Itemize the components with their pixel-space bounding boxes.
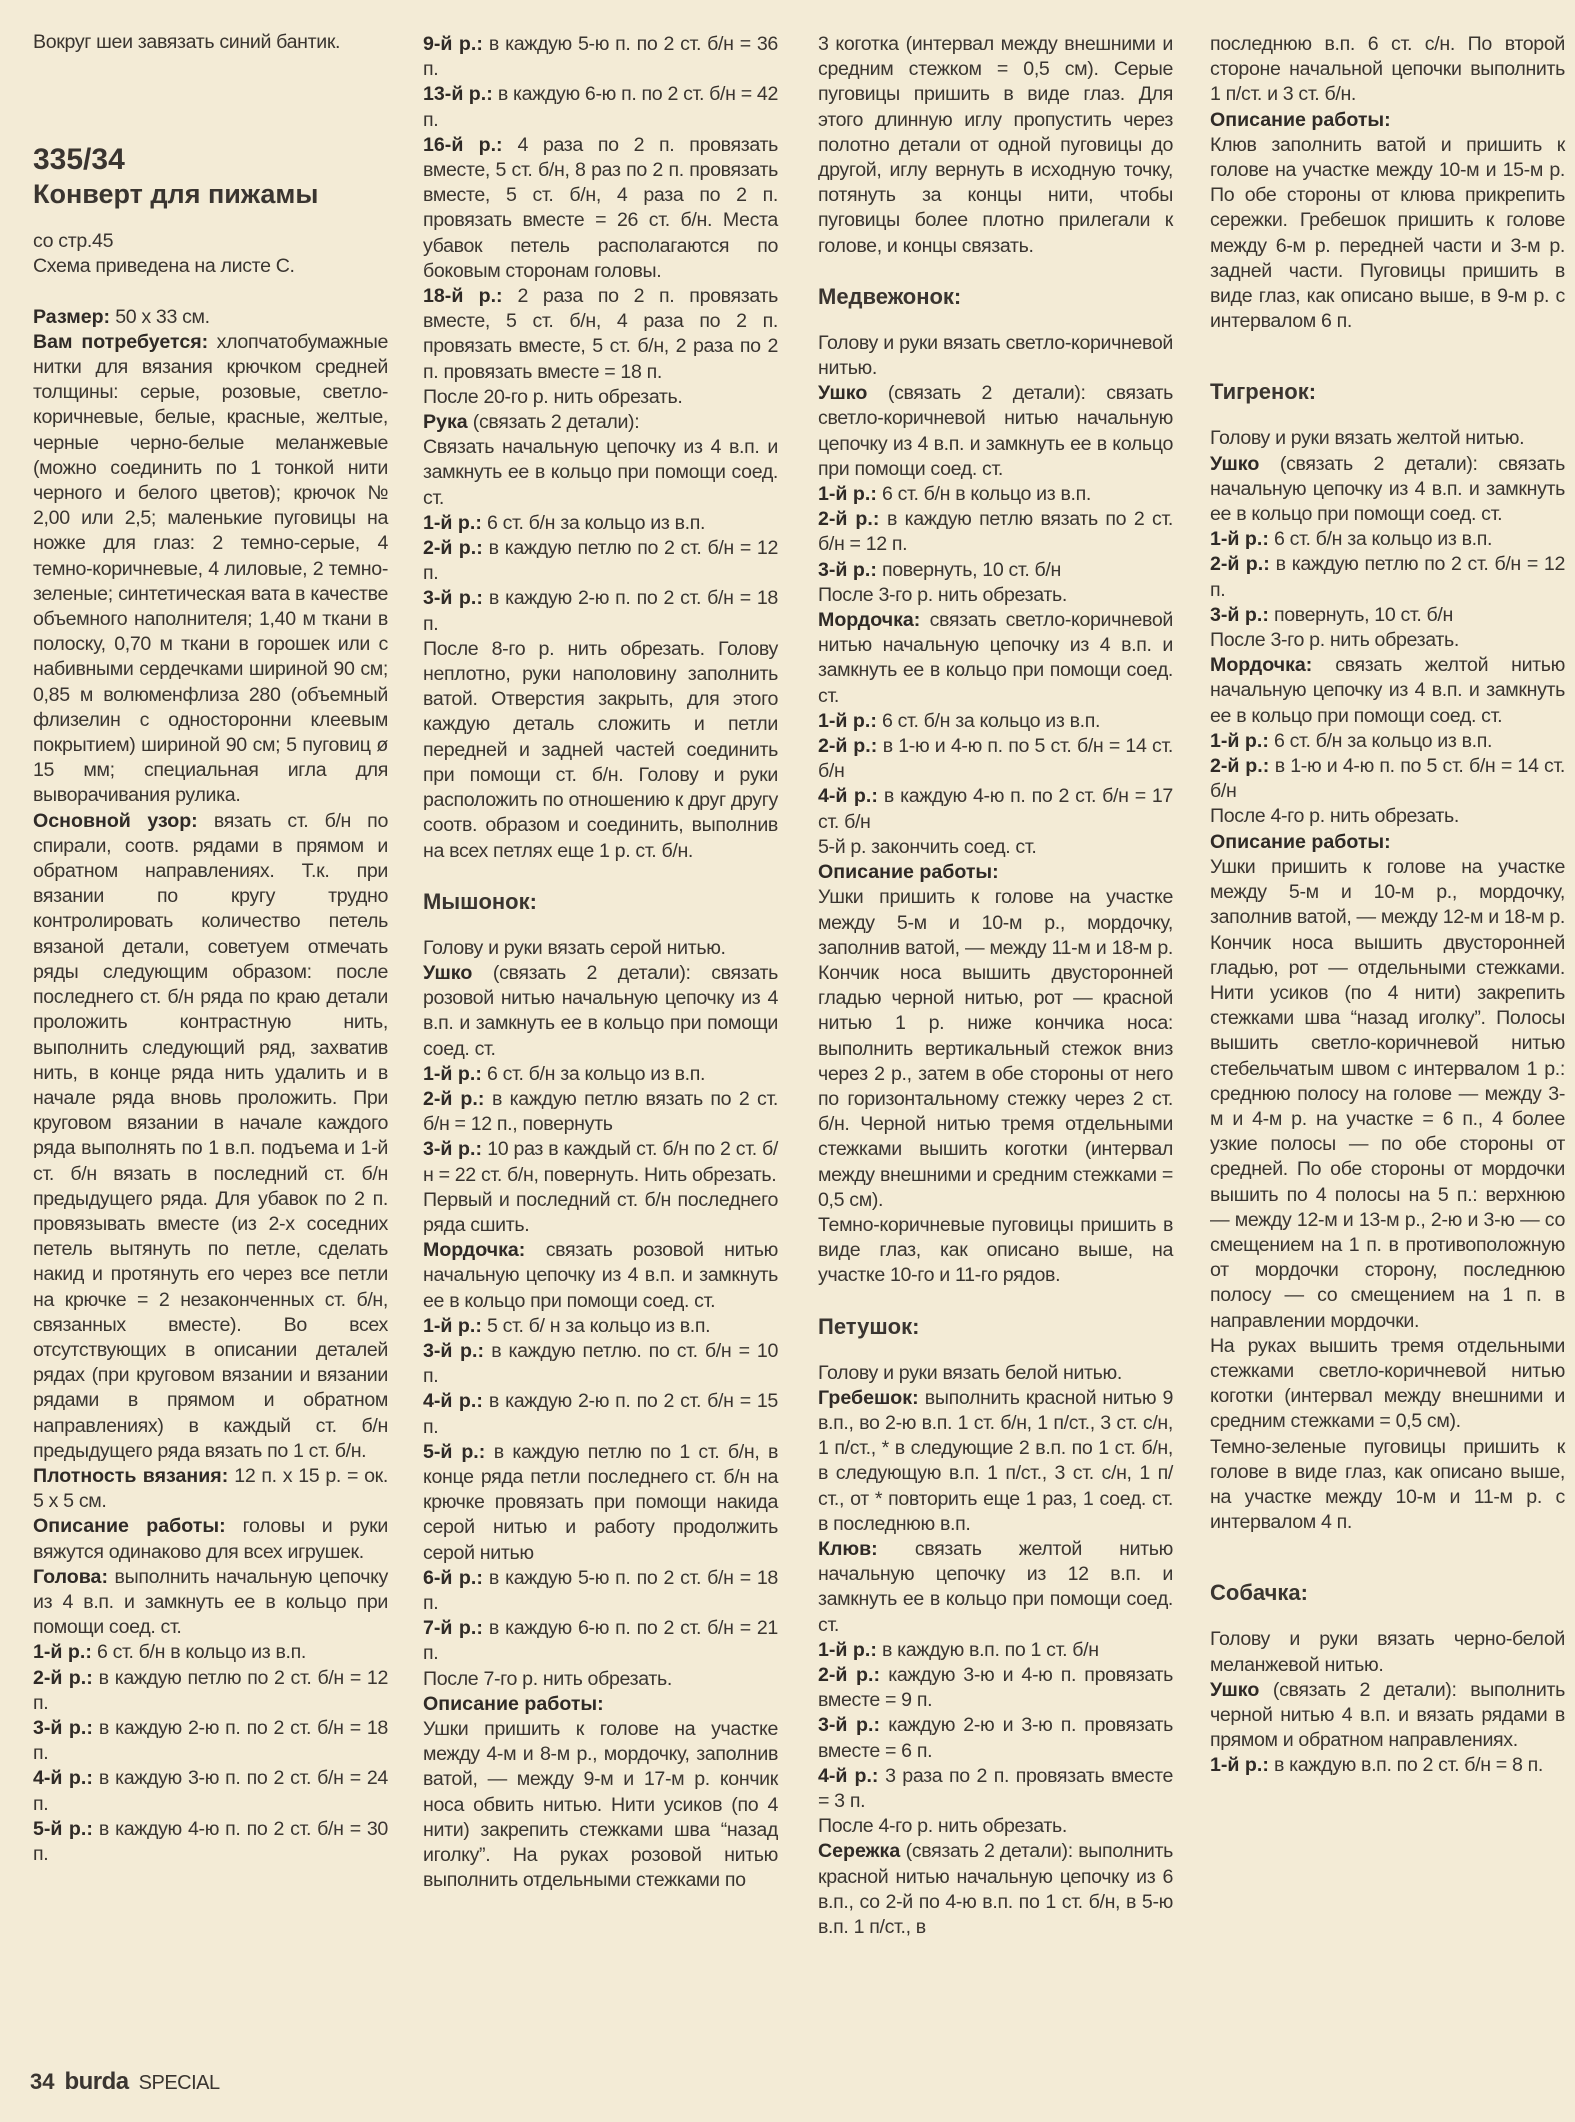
paragraph-text: Схема приведена на листе С.: [33, 255, 295, 278]
paragraph: [1210, 628, 1565, 653]
paragraph: [818, 32, 1173, 259]
lead-label: Описание работы:: [33, 1515, 226, 1538]
paragraph: [1210, 527, 1565, 552]
paragraph: [818, 507, 1173, 557]
paragraph: [1210, 830, 1565, 855]
paragraph-text: (связать 2 детали): выполнить красной нитью начальную цепочку из 6 в.п., со 2-й по 4-ю в.п. по 1 ст. б/н, в 5-ю в.п. 1 п/ст., в: [818, 1840, 1173, 1939]
paragraph-text: в каждую петлю по 1 ст. б/н, в конце ряда петли последнего ст. б/н на крючке провязать при помощи накида серой нитью и работу продолжить серой нитью: [423, 1440, 778, 1564]
section-heading: Медвежонок:: [818, 283, 962, 309]
paragraph: [1210, 133, 1565, 335]
paragraph: [818, 1713, 1173, 1763]
paragraph-text: 5-й р. закончить соед. ст.: [818, 835, 1037, 858]
paragraph-text: Темно-зеленые пуговицы пришить к голове в виде глаз, как описано выше, на участке между 10-м и 11-м р. с интервалом 4 п.: [1210, 1435, 1565, 1534]
paragraph-text: После 4-го р. нить обрезать.: [1210, 805, 1459, 828]
paragraph-text: Ушки пришить к голове на участке между 4-м и 8-м р., мордочку, заполнив ватой, — между 9-м и 17-м р. кончик носа обвить нитью. Нити усиков (по 4 нити) закрепить стежками шва “назад иголку”. На руках розовой нитью выполнить отдельными стежками по: [423, 1718, 778, 1892]
paragraph: [1210, 452, 1565, 528]
paragraph: [33, 1766, 388, 1816]
paragraph-text: в каждую 2-ю п. по 2 ст. б/н = 18 п.: [423, 587, 778, 635]
paragraph-text: в каждую петлю. по ст. б/н = 10 п.: [423, 1339, 778, 1388]
paragraph: [423, 1440, 778, 1566]
paragraph: [1210, 1435, 1565, 1536]
paragraph-text: (связать 2 детали): выполнить черной нитью 4 в.п. и вязать рядами в прямом и обратном направлениях.: [1210, 1678, 1565, 1752]
paragraph: [818, 1663, 1173, 1713]
paragraph-text: в каждую петлю по 2 ст. б/н = 12 п.: [33, 1666, 388, 1714]
paragraph: [423, 410, 778, 435]
paragraph: [818, 381, 1173, 482]
lead-label: 1-й р.:: [423, 1062, 482, 1085]
paragraph-text: Голову и руки вязать черно-белой меланжевой нитью.: [1210, 1628, 1565, 1676]
paragraph: [423, 586, 778, 636]
lead-label: 2-й р.:: [818, 1663, 880, 1686]
section-heading: Собачка:: [1210, 1580, 1308, 1606]
paragraph: [818, 583, 1173, 608]
lead-label: 3-й р.:: [1210, 603, 1269, 626]
paragraph-text: каждую 2-ю и 3-ю п. провязать вместе = 6 п.: [818, 1714, 1173, 1762]
paragraph-text: Первый и последний ст. б/н последнего ряда сшить.: [423, 1188, 778, 1236]
paragraph-text: 12 п. х 15 р. = ок. 5 х 5 см.: [33, 1464, 389, 1513]
paragraph-text: в каждую 5-ю п. по 2 ст. б/н = 18 п.: [423, 1566, 778, 1614]
section-heading: Тигренок:: [1210, 379, 1317, 405]
paragraph: [423, 1692, 778, 1717]
lead-label: 1-й р.:: [1210, 729, 1269, 752]
paragraph: [1210, 603, 1565, 628]
paragraph: [423, 284, 778, 385]
paragraph-text: повернуть, 10 ст. б/н: [1268, 603, 1453, 626]
paragraph: [33, 1464, 388, 1514]
paragraph-text: связать желтой нитью начальную цепочку из 12 в.п. и замкнуть ее в кольцо при помощи соед. ст.: [818, 1537, 1173, 1636]
paragraph: [423, 1667, 778, 1692]
paragraph: [818, 1764, 1173, 1814]
lead-label: 1-й р.:: [818, 709, 877, 732]
lead-label: 2-й р.:: [423, 537, 483, 560]
paragraph-text: 3 коготка (интервал между внешними и средним стежком = 0,5 см). Серые пуговицы пришить в виде глаз. Для этого длинную иглу пропустить через полотно детали от одной пуговицы до другой, иглу вернуть в исходную точку, потянуть за концы нити, чтобы пуговицы более плотно прилегали к голове, и концы связать.: [818, 33, 1173, 257]
paragraph-text: После 3-го р. нить обрезать.: [818, 583, 1067, 606]
paragraph: [423, 1188, 778, 1238]
lead-label: 3-й р.:: [818, 1714, 880, 1737]
paragraph-text: в каждую в.п. по 1 ст. б/н: [876, 1638, 1099, 1661]
paragraph-text: в каждую 2-ю п. по 2 ст. б/н = 18 п.: [33, 1716, 388, 1765]
paragraph: [1210, 653, 1565, 729]
lead-label: 4-й р.:: [423, 1390, 483, 1413]
brand-logo: burda: [64, 2068, 129, 2095]
column-3: [818, 32, 1173, 1940]
lead-label: 3-й р.:: [423, 587, 483, 610]
lead-label: Описание работы:: [1210, 108, 1391, 131]
paragraph-text: 4 раза по 2 п. провязать вместе, 5 ст. б/н, 8 раз по 2 п. провязать вместе, 5 ст. б/н, 4 раза по 2 п. провязать вместе = 26 ст. б/н. Места убавок петель располагаются по боковым сторонам головы.: [423, 133, 778, 282]
paragraph-text: в каждую петлю вязать по 2 ст. б/н = 12 п.: [818, 508, 1173, 556]
lead-label: 4-й р.:: [33, 1767, 93, 1790]
lead-label: 3-й р.:: [33, 1716, 93, 1739]
paragraph: [423, 1314, 778, 1339]
paragraph: [818, 1213, 1173, 1289]
paragraph-text: в каждую 3-ю п. по 2 ст. б/н = 24 п.: [33, 1767, 388, 1815]
column-4: [1210, 32, 1565, 1779]
paragraph-text: хлопчатобумажные нитки для вязания крючком средней толщины: серые, розовые, светло-коричневые, белые, красные, желтые, черные черно-белые меланжевые (можно соединить по 1 тонкой нити черного и белого цветов); крючок № 2,00 или 2,5; маленькие пуговицы на ножке для глаз: 2 темно-серые, 4 темно-коричневые, 4 лиловые, 2 темно-зеленые; синтетическая вата в качестве объемного наполнителя; 1,40 м ткани в полоску, 0,70 м ткани в горошек или с набивными сердечками шириной 90 см; 0,85 м волюменфлиза 280 (объемный флизелин с односторонни клеевым покрытием) шириной 90 см; 5 пуговиц ø 15 мм; специальная игла для выворачивания рулика.: [33, 330, 388, 807]
paragraph: [818, 482, 1173, 507]
lead-label: Ушко: [1210, 1678, 1260, 1701]
paragraph: [33, 1514, 388, 1564]
page-footer: [30, 2068, 220, 2096]
paragraph-text: Клюв заполнить ватой и пришить к голове на участке между 10-м и 15-м р. По обе стороны от клюва прикрепить сережки. Гребешок пришить к голове между 6-м р. передней части и 3-м р. задней части. Пуговицы пришить в виде глаз, как описано выше, в 9-м р. с интервалом 6 п.: [1210, 133, 1565, 333]
lead-label: 1-й р.:: [818, 483, 877, 506]
lead-label: 13-й р.:: [423, 83, 493, 106]
paragraph: [818, 1537, 1173, 1638]
paragraph: [33, 1817, 388, 1867]
lead-label: Сережка: [818, 1840, 901, 1863]
paragraph: [1210, 1678, 1565, 1754]
lead-label: 6-й р.:: [423, 1566, 483, 1589]
paragraph-text: На руках вышить тремя отдельными стежками светло-коричневой нитью коготки (интервал между внешними и средним стежками = 0,5 см).: [1210, 1334, 1565, 1433]
lead-label: Мордочка:: [1210, 654, 1313, 677]
lead-label: 2-й р.:: [818, 735, 878, 758]
paragraph: [423, 1062, 778, 1087]
lead-label: 2-й р.:: [1210, 553, 1270, 576]
lead-label: 5-й р.:: [33, 1817, 93, 1840]
paragraph-text: головы и руки вяжутся одинаково для всех игрушек.: [33, 1515, 388, 1563]
lead-label: Голова:: [33, 1565, 108, 1588]
paragraph: [33, 1666, 388, 1716]
lead-label: 18-й р.:: [423, 285, 503, 308]
lead-label: Рука: [423, 411, 468, 434]
paragraph-text: 3 раза по 2 п. провязать вместе = 3 п.: [818, 1764, 1173, 1812]
paragraph-text: в 1-ю и 4-ю п. по 5 ст. б/н = 14 ст. б/н: [1210, 755, 1565, 803]
lead-label: 4-й р.:: [818, 785, 878, 808]
paragraph: [818, 709, 1173, 734]
lead-label: Описание работы:: [423, 1692, 604, 1715]
paragraph: [1210, 855, 1565, 1334]
paragraph: [818, 835, 1173, 860]
lead-label: 2-й р.:: [33, 1666, 93, 1689]
column-1: [33, 30, 388, 1867]
lead-label: Основной узор:: [33, 809, 198, 832]
paragraph: [818, 558, 1173, 583]
lead-label: Мордочка:: [423, 1239, 526, 1262]
paragraph: [33, 229, 388, 254]
paragraph-text: (связать 2 детали): связать светло-коричневой нитью начальную цепочку из 4 в.п. и замкнуть ее в кольцо при помощи соед. ст.: [818, 382, 1173, 480]
edition-label: SPECIAL: [138, 2072, 220, 2094]
paragraph: [1210, 754, 1565, 804]
paragraph: [423, 1616, 778, 1666]
lead-label: Описание работы:: [1210, 830, 1391, 853]
paragraph: [1210, 729, 1565, 754]
paragraph: [1210, 1627, 1565, 1677]
paragraph-text: со стр.45: [33, 230, 114, 253]
lead-label: Плотность вязания:: [33, 1464, 229, 1487]
section-heading: Мышонок:: [423, 888, 537, 914]
paragraph-text: 2 раза по 2 п. провязать вместе, 5 ст. б/н, 4 раза по 2 п. провязать вместе, 5 ст. б/н, 2 раза по 2 п. провязать вместе = 18 п.: [423, 285, 778, 383]
paragraph: [33, 330, 388, 809]
lead-label: 1-й р.:: [33, 1641, 92, 1664]
paragraph: [423, 435, 778, 511]
paragraph: [423, 536, 778, 586]
paragraph: [33, 1565, 388, 1641]
paragraph-text: 5 ст. б/ н за кольцо из в.п.: [481, 1314, 711, 1337]
paragraph-text: связать розовой нитью начальную цепочку из 4 в.п. и замкнуть ее в кольцо при помощи соед. ст.: [423, 1239, 778, 1312]
paragraph-text: в каждую 6-ю п. по 2 ст. б/н = 42 п.: [423, 83, 778, 131]
paragraph: [1210, 108, 1565, 133]
lead-label: 2-й р.:: [1210, 755, 1270, 778]
lead-label: 2-й р.:: [423, 1087, 485, 1110]
paragraph: [423, 32, 778, 82]
paragraph-text: После 3-го р. нить обрезать.: [1210, 629, 1459, 652]
paragraph: [818, 734, 1173, 784]
paragraph: [818, 1839, 1173, 1940]
paragraph: [423, 1339, 778, 1389]
lead-label: 1-й р.:: [423, 1314, 482, 1337]
paragraph: [423, 961, 778, 1062]
paragraph-text: 6 ст. б/н за кольцо из в.п.: [481, 511, 706, 534]
paragraph-text: каждую 3-ю и 4-ю п. провязать вместе = 9 п.: [818, 1663, 1173, 1712]
paragraph: [423, 637, 778, 864]
paragraph-text: 6 ст. б/н за кольцо из в.п.: [876, 709, 1101, 732]
lead-label: 9-й р.:: [423, 33, 483, 55]
paragraph-text: в каждую 4-ю п. по 2 ст. б/н = 17 ст. б/н: [818, 785, 1173, 833]
column-2: [423, 32, 778, 1893]
paragraph: [423, 1238, 778, 1314]
paragraph-text: (связать 2 детали):: [467, 411, 640, 434]
paragraph-text: Голову и руки вязать желтой нитью.: [1210, 427, 1525, 450]
section-heading: Петушок:: [818, 1313, 920, 1339]
paragraph: [423, 1566, 778, 1616]
paragraph-text: связать светло-коричневой нитью начальную цепочку из 4 в.п. и замкнуть ее в кольцо при помощи соед. ст.: [818, 609, 1173, 707]
lead-label: 1-й р.:: [1210, 528, 1269, 551]
paragraph-text: в каждую в.п. по 2 ст. б/н = 8 п.: [1268, 1754, 1543, 1777]
paragraph-text: 6 ст. б/н в кольцо из в.п.: [91, 1641, 306, 1664]
paragraph: [423, 936, 778, 961]
lead-label: Гребешок:: [818, 1386, 919, 1409]
lead-label: Вам потребуется:: [33, 330, 209, 353]
paragraph: [33, 809, 388, 1464]
paragraph-text: После 20-го р. нить обрезать.: [423, 385, 683, 408]
lead-label: 2-й р.:: [818, 508, 880, 531]
paragraph: [33, 30, 388, 55]
paragraph-text: Вокруг шеи завязать синий бантик.: [33, 31, 341, 53]
paragraph: [423, 1137, 778, 1187]
paragraph: [818, 331, 1173, 381]
paragraph: [33, 1640, 388, 1665]
lead-label: Размер:: [33, 305, 111, 328]
paragraph: [818, 784, 1173, 834]
paragraph: [818, 608, 1173, 709]
article-number: 335/34: [33, 143, 125, 177]
lead-label: Ушко: [818, 382, 868, 405]
paragraph-text: 6 ст. б/н за кольцо из в.п.: [1268, 528, 1493, 551]
paragraph: [423, 1717, 778, 1893]
paragraph: [1210, 426, 1565, 451]
paragraph-text: Ушки пришить к голове на участке между 5-м и 10-м р., мордочку, заполнив ватой, — между 11-м и 18-м р. Кончик носа вышить двусторонней гладью черной нитью, рот — красной нитью 1 р. ниже кончика носа: выполнить вертикальный стежок вниз через 2 р., затем в обе стороны от него по горизонтальному стежку через 2 ст. б/н. Черной нитью тремя отдельными стежками вышить коготки (интервал между внешними и средним стежками = 0,5 см).: [818, 886, 1173, 1211]
paragraph-text: После 7-го р. нить обрезать.: [423, 1667, 672, 1690]
paragraph: [1210, 32, 1565, 108]
paragraph-text: (связать 2 детали): связать розовой нитью начальную цепочку из 4 в.п. и замкнуть ее в кольцо при помощи соед. ст.: [423, 961, 778, 1060]
lead-label: 3-й р.:: [818, 558, 877, 581]
paragraph: [33, 305, 388, 330]
lead-label: Ушко: [423, 961, 473, 984]
paragraph: [1210, 804, 1565, 829]
lead-label: Мордочка:: [818, 609, 921, 632]
paragraph: [818, 1361, 1173, 1386]
paragraph-text: связать желтой нитью начальную цепочку из 4 в.п. и замкнуть ее в кольцо при помощи соед. ст.: [1210, 654, 1565, 727]
paragraph-text: Темно-коричневые пуговицы пришить в виде глаз, как описано выше, на участке 10-го и 11-го рядов.: [818, 1213, 1173, 1287]
paragraph-text: 6 ст. б/н за кольцо из в.п.: [481, 1062, 706, 1085]
lead-label: 1-й р.:: [1210, 1754, 1269, 1777]
paragraph-text: в каждую 4-ю п. по 2 ст. б/н = 30 п.: [33, 1817, 388, 1865]
paragraph-text: 10 раз в каждый ст. б/н по 2 ст. б/н = 22 ст. б/н, повернуть. Нить обрезать.: [423, 1138, 778, 1186]
paragraph-text: 6 ст. б/н в кольцо из в.п.: [876, 483, 1091, 506]
paragraph-text: последнюю в.п. 6 ст. с/н. По второй стороне начальной цепочки выполнить 1 п/ст. и 3 ст. б/н.: [1210, 33, 1565, 106]
spacer: [33, 280, 388, 305]
paragraph: [1210, 1753, 1565, 1778]
paragraph-text: 50 x 33 см.: [110, 305, 210, 328]
paragraph-text: Связать начальную цепочку из 4 в.п. и замкнуть ее в кольцо при помощи соед. ст.: [423, 436, 778, 509]
paragraph-text: После 8-го р. нить обрезать. Голову неплотно, руки наполовину заполнить ватой. Отверстия закрыть, для этого каждую деталь сложить и петли передней и задней частей соединить при помощи ст. б/н. Голову и руки расположить по отношению к друг другу соотв. образом и соединить, выполнив на всех петлях еще 1 р. ст. б/н.: [423, 637, 778, 862]
paragraph-text: выполнить красной нитью 9 в.п., во 2-ю в.п. 1 ст. б/н, 1 п/ст., 3 ст. с/н, 1 п/ст., * в следующие 2 в.п. по 1 ст. б/н, в следующую в.п. 1 п/ст., 3 ст. с/н, 1 п/ст., от * повторить еще 1 раз, 1 соед. ст. в последнюю в.п.: [818, 1386, 1173, 1535]
lead-label: 3-й р.:: [423, 1339, 484, 1362]
paragraph: [818, 1386, 1173, 1537]
paragraph-text: выполнить начальную цепочку из 4 в.п. и замкнуть ее в кольцо при помощи соед. ст.: [33, 1565, 388, 1639]
paragraph: [423, 385, 778, 410]
paragraph: [33, 254, 388, 279]
paragraph-text: в каждую петлю по 2 ст. б/н = 12 п.: [423, 537, 778, 585]
paragraph: [818, 1638, 1173, 1663]
paragraph-text: 6 ст. б/н за кольцо из в.п.: [1268, 729, 1493, 752]
paragraph: [818, 860, 1173, 885]
paragraph: [423, 133, 778, 284]
paragraph-text: (связать 2 детали): связать начальную цепочку из 4 в.п. и замкнуть ее в кольцо при помощи соед. ст.: [1210, 452, 1565, 526]
paragraph-text: в каждую петлю по 2 ст. б/н = 12 п.: [1210, 553, 1565, 601]
paragraph-text: повернуть, 10 ст. б/н: [876, 558, 1061, 581]
paragraph: [423, 1389, 778, 1439]
lead-label: 16-й р.:: [423, 133, 503, 156]
lead-label: 3-й р.:: [423, 1138, 482, 1161]
paragraph: [33, 1716, 388, 1766]
paragraph-text: Ушки пришить к голове на участке между 5-м и 10-м р., мордочку, заполнив ватой, — между 12-м и 18-м р. Кончик носа вышить двусторонней гладью, рот — отдельными стежками. Нити усиков (по 4 нити) закрепить стежками шва “назад иголку”. Полосы вышить светло-коричневой нитью стебельчатым швом с интервалом 1 р.: среднюю полосу на голове — между 3-м и 4-м р. на участке = 6 п., 4 более узкие полосы — по обе стороны от средней. По обе стороны от мордочки вышить по 4 полосы на 5 п.: верхнюю — между 12-м и 13-м р., 2-ю и 3-ю — со смещением на 1 п. в противоположную от мордочки сторону, последнюю полосу — со смещением на 1 п. в направлении мордочки.: [1210, 855, 1566, 1332]
paragraph-text: Голову и руки вязать светло-коричневой нитью.: [818, 331, 1173, 380]
paragraph: [423, 511, 778, 536]
paragraph: [818, 885, 1173, 1213]
paragraph-text: Голову и руки вязать серой нитью.: [423, 936, 726, 959]
paragraph-text: Голову и руки вязать белой нитью.: [818, 1361, 1122, 1384]
paragraph-text: в каждую петлю вязать по 2 ст. б/н = 12 п., повернуть: [423, 1087, 778, 1136]
paragraph-text: в каждую 6-ю п. по 2 ст. б/н = 21 п.: [423, 1617, 778, 1665]
paragraph: [423, 1087, 778, 1137]
lead-label: 7-й р.:: [423, 1617, 483, 1640]
lead-label: 1-й р.:: [818, 1638, 877, 1661]
paragraph-text: вязать ст. б/н по спирали, соотв. рядами в прямом и обратном направлениях. Т.к. при вязании по кругу трудно контролировать количество петель вязаной детали, советуем отмечать ряды следующим образом: после последнего ст. б/н ряда по краю детали проложить контрастную нить, выполнить следующий ряд, захватив нить, в конце ряда нить удалить и в начале ряда вновь проложить. При круговом вязании в начале каждого ряда выполнять по 1 в.п. подъема и 1-й ст. б/н вязать в последний ст. б/н предыдущего ряда. Для убавок по 2 п. провязывать вместе (из 2-х соседних петель вытянуть по петле, сделать накид и протянуть его через все петли на крючке = 2 незаконченных ст. б/н, связанных вместе). Во всех отсутствующих в описании деталей рядах (при круговом вязании и вязании рядами в прямом и обратном направлениях) в каждый ст. б/н предыдущего ряда вязать по 1 ст. б/н.: [33, 809, 388, 1462]
article-title: Конверт для пижамы: [33, 179, 319, 210]
paragraph: [818, 1814, 1173, 1839]
paragraph-text: в каждую 2-ю п. по 2 ст. б/н = 15 п.: [423, 1390, 778, 1438]
lead-label: 4-й р.:: [818, 1764, 879, 1787]
paragraph-text: После 4-го р. нить обрезать.: [818, 1815, 1067, 1838]
paragraph-text: в каждую 5-ю п. по 2 ст. б/н = 36 п.: [423, 33, 778, 81]
lead-label: Клюв:: [818, 1537, 878, 1560]
paragraph: [423, 82, 778, 132]
paragraph: [1210, 552, 1565, 602]
lead-label: 5-й р.:: [423, 1440, 486, 1463]
lead-label: 1-й р.:: [423, 511, 482, 534]
paragraph-text: в 1-ю и 4-ю п. по 5 ст. б/н = 14 ст. б/н: [818, 735, 1173, 783]
paragraph: [1210, 1334, 1565, 1435]
page-number: 34: [30, 2069, 55, 2094]
lead-label: Ушко: [1210, 452, 1260, 475]
lead-label: Описание работы:: [818, 861, 999, 884]
